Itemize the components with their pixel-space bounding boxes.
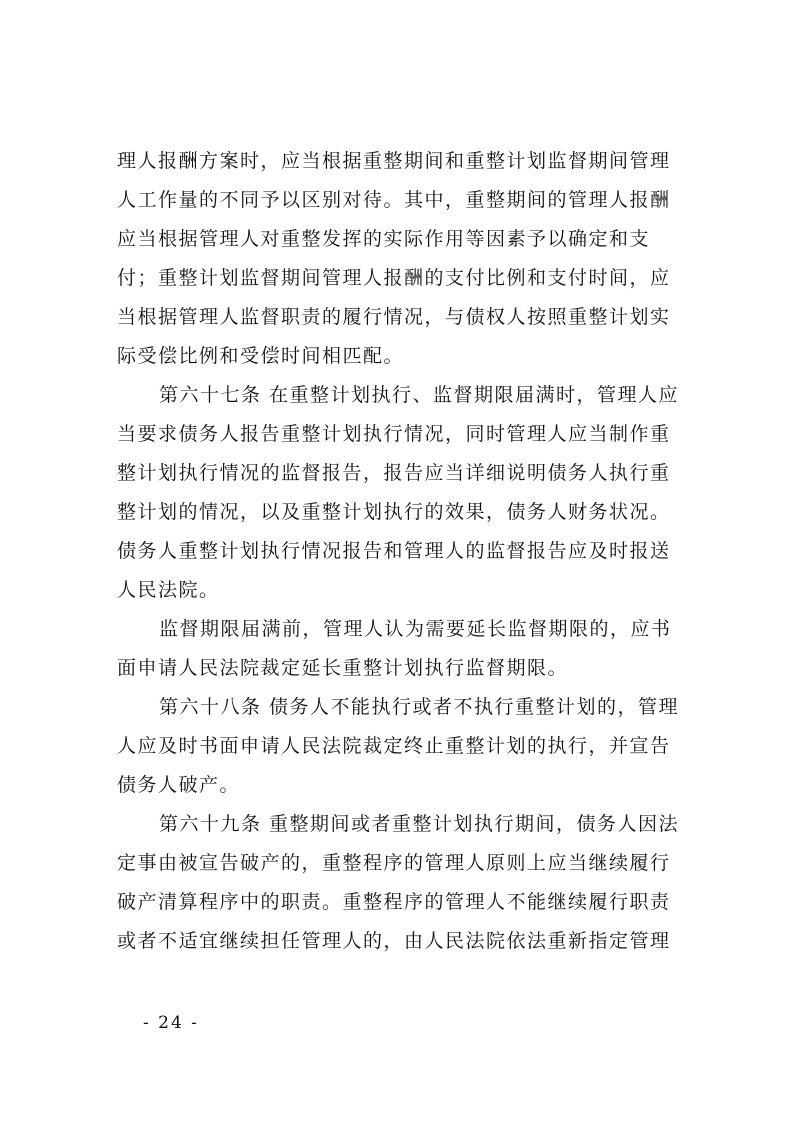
text-line: 定事由被宣告破产的，重整程序的管理人原则上应当继续履行 — [117, 852, 671, 874]
text-line: 破产清算程序中的职责。重整程序的管理人不能继续履行职责 — [117, 891, 671, 913]
page-number: - 24 - — [143, 1013, 199, 1033]
text-line: 整计划的情况，以及重整计划执行的效果，债务人财务状况。 — [117, 501, 671, 523]
text-line: 整计划执行情况的监督报告，报告应当详细说明债务人执行重 — [117, 462, 671, 484]
text-line: 债务人破产。 — [117, 774, 241, 796]
document-body — [117, 142, 703, 961]
text-line: 人民法院。 — [117, 579, 220, 601]
text-line: 当根据管理人监督职责的履行情况，与债权人按照重整计划实 — [117, 306, 671, 328]
text-line: 理人报酬方案时，应当根据重整期间和重整计划监督期间管理 — [117, 150, 671, 172]
text-line: 债务人重整计划执行情况报告和管理人的监督报告应及时报送 — [117, 540, 671, 562]
article-67-heading-line: 第六十七条 在重整计划执行、监督期限届满时，管理人应 — [159, 384, 680, 406]
text-line: 应当根据管理人对重整发挥的实际作用等因素予以确定和支 — [117, 228, 651, 250]
text-line: 人工作量的不同予以区别对待。其中，重整期间的管理人报酬 — [117, 189, 671, 211]
text-line: 人应及时书面申请人民法院裁定终止重整计划的执行，并宣告 — [117, 735, 671, 757]
text-line: 面申请人民法院裁定延长重整计划执行监督期限。 — [117, 657, 569, 679]
text-line: 付；重整计划监督期间管理人报酬的支付比例和支付时间，应 — [117, 267, 671, 289]
paragraph-start-line: 监督期限届满前，管理人认为需要延长监督期限的，应书 — [159, 618, 672, 640]
article-68-heading-line: 第六十八条 债务人不能执行或者不执行重整计划的，管理 — [159, 696, 680, 718]
text-line: 当要求债务人报告重整计划执行情况，同时管理人应当制作重 — [117, 423, 671, 445]
text-line: 际受偿比例和受偿时间相匹配。 — [117, 345, 405, 367]
text-line: 或者不适宜继续担任管理人的，由人民法院依法重新指定管理 — [117, 930, 671, 952]
article-69-heading-line: 第六十九条 重整期间或者重整计划执行期间，债务人因法 — [159, 813, 680, 835]
